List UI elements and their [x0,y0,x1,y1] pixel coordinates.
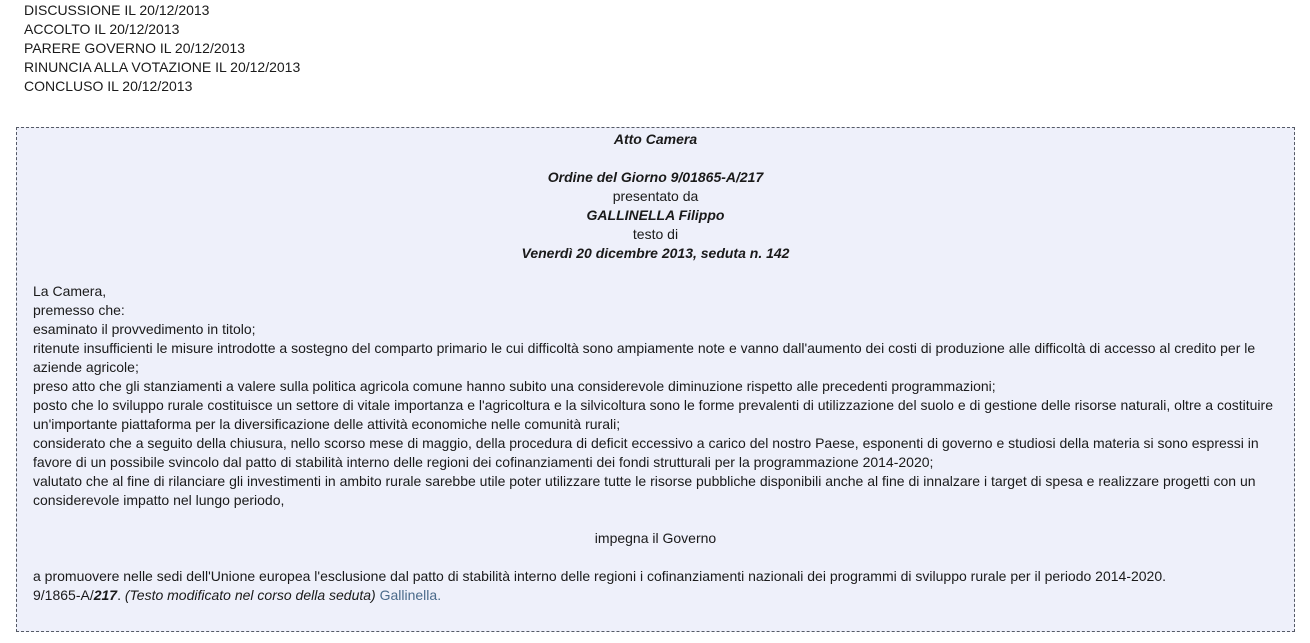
status-rinuncia-votazione: RINUNCIA ALLA VOTAZIONE IL 20/12/2013 [24,59,301,75]
footer-end: . [437,587,442,603]
paragraph: preso atto che gli stanziamenti a valere sulla politica agricola comune hanno subito una considerevole diminuzione rispetto alle precedenti programmazioni; [33,378,996,394]
document-header [33,130,1278,263]
paragraph: ritenute insufficienti le misure introdotte a sostegno del comparto primario le cui difficoltà sono ampiamente note e vanno dall'aumento dei costi di produzione alle difficoltà di accesso al credito per le aziende agricole; [33,340,1256,375]
status-list [24,1,300,96]
session-info: Venerdì 20 dicembre 2013, seduta n. 142 [521,245,790,261]
author-name: GALLINELLA Filippo [586,207,725,223]
footer-prefix: 9/1865-A/ [33,587,94,603]
premises [33,282,1278,510]
footer-note: (Testo modificato nel corso della seduta) [124,587,376,603]
paragraph: esaminato il provvedimento in titolo; [33,321,256,337]
paragraph: posto che lo sviluppo rurale costituisce un settore di vitale importanza e l'agricoltura e la silvicoltura sono le forme prevalenti di utilizzazione del suolo e di gestione delle risorse naturali, oltre a costituire un'importante piattaforma per la diversificazione delle attività economiche nelle comunità rurali; [33,397,1273,432]
status-concluso: CONCLUSO IL 20/12/2013 [24,78,193,94]
signatory-link[interactable]: Gallinella [379,587,438,603]
document-title: Atto Camera [613,131,698,147]
paragraph: valutato che al fine di rilanciare gli investimenti in ambito rurale sarebbe utile poter utilizzare tutte le risorse pubbliche disponibili anche al fine di innalzare i target di spesa e realizzare progetti con un considerevole impatto nel lungo periodo, [33,473,1256,508]
document-box [16,127,1295,632]
text-of-label: testo di [632,226,679,242]
paragraph: La Camera, [33,283,107,299]
status-discussione: DISCUSSIONE IL 20/12/2013 [24,2,210,18]
status-accolto: ACCOLTO IL 20/12/2013 [24,21,180,37]
commitment-text: a promuovere nelle sedi dell'Unione europea l'esclusione dal patto di stabilità interno delle regioni i cofinanziamenti nazionali dei programmi di sviluppo rurale per il periodo 2014-2020. [33,568,1167,584]
commitment-section [33,567,1278,605]
footer-number: 217 [93,587,118,603]
act-number: Ordine del Giorno 9/01865-A/217 [547,169,764,185]
footer-separator: . [117,587,125,603]
paragraph: premesso che: [33,302,125,318]
document-footer [33,586,1278,605]
presented-by-label: presentato da [612,188,699,204]
impegna-heading: impegna il Governo [594,530,717,546]
paragraph: considerato che a seguito della chiusura, nello scorso mese di maggio, della procedura di deficit eccessivo a carico del nostro Paese, esponenti di governo e studiosi della materia si sono espressi in favore di un possibile svincolo dal patto di stabilità interno delle regioni dei cofinanziamenti dei fondi strutturali per la programmazione 2014-2020; [33,435,1259,470]
status-parere-governo: PARERE GOVERNO IL 20/12/2013 [24,40,245,56]
